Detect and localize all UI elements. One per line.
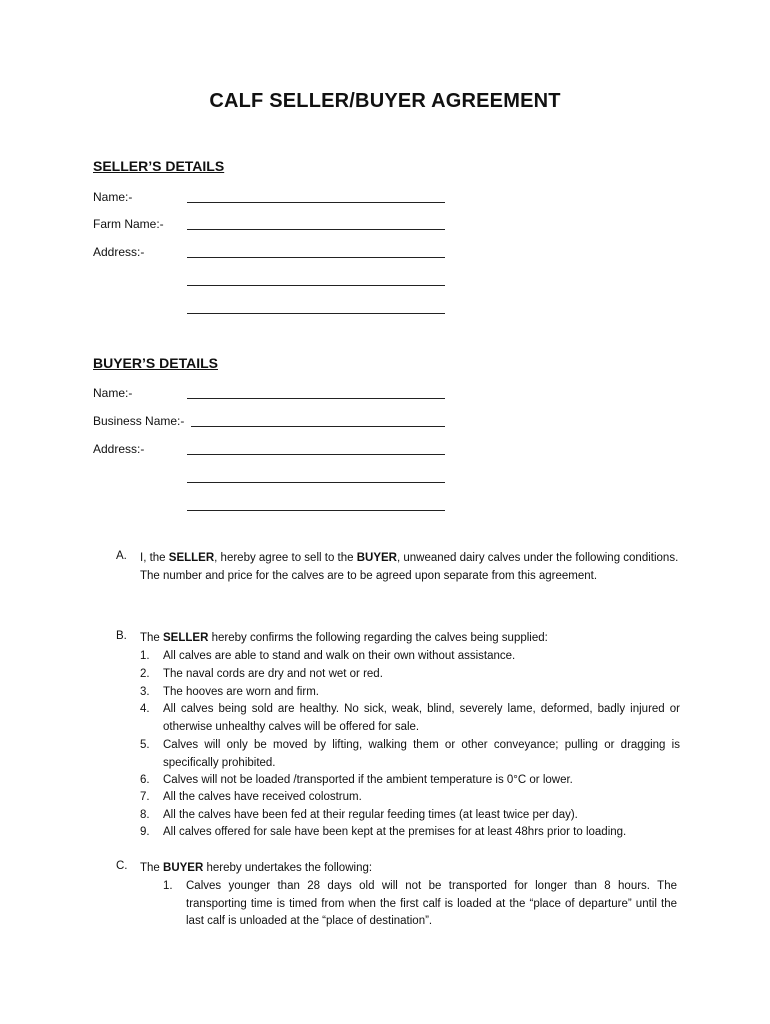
section-b-intro: The SELLER hereby confirms the following regarding the calves being supplied: xyxy=(140,632,548,644)
section-a-letter: A. xyxy=(116,550,127,562)
list-item: 9. All calves offered for sale have been kept at the premises for at least 48hrs prior to loading. xyxy=(140,826,627,838)
seller-details-heading: SELLER’S DETAILS xyxy=(93,158,225,174)
seller-address-line-1[interactable] xyxy=(187,257,445,258)
section-a-text: I, the SELLER, hereby agree to sell to the BUYER, unweaned dairy calves under the following conditions. The number and price for the calves are to be agreed upon separate from this agreement. xyxy=(140,552,679,582)
section-c-letter: C. xyxy=(116,860,128,872)
list-item: 5. Calves will only be moved by lifting, walking them or other conveyance; pulling or dragging is specifically prohibited. xyxy=(140,739,680,769)
buyer-business-label: Business Name:- xyxy=(93,414,185,428)
buyer-term: BUYER xyxy=(356,552,397,564)
section-c-intro: The BUYER hereby undertakes the following: xyxy=(140,862,373,874)
seller-address-field[interactable] xyxy=(93,245,453,261)
buyer-address-field-2[interactable] xyxy=(93,470,453,486)
buyer-address-label: Address:- xyxy=(93,442,145,456)
list-item: 6. Calves will not be loaded /transported if the ambient temperature is 0°C or lower. xyxy=(140,774,573,786)
buyer-address-line-1[interactable] xyxy=(187,454,445,455)
seller-name-line[interactable] xyxy=(187,202,445,203)
list-item: 1. All calves are able to stand and walk on their own without assistance. xyxy=(140,650,516,662)
buyer-address-field-3[interactable] xyxy=(93,498,453,514)
buyer-name-label: Name:- xyxy=(93,386,133,400)
buyer-address-field[interactable] xyxy=(93,442,453,458)
seller-name-label: Name:- xyxy=(93,190,133,204)
list-item: 3. The hooves are worn and firm. xyxy=(140,686,319,698)
seller-address-line-3[interactable] xyxy=(187,313,445,314)
buyer-name-line[interactable] xyxy=(187,398,445,399)
buyer-address-line-3[interactable] xyxy=(187,510,445,511)
list-item: 4. All calves being sold are healthy. No sick, weak, blind, severely lame, deformed, badly injured or otherwise unhealthy calves will be offered for sale. xyxy=(140,703,680,733)
list-item: 7. All the calves have received colostrum. xyxy=(140,791,362,803)
seller-address-field-2[interactable] xyxy=(93,273,453,289)
list-item: 8. All the calves have been fed at their regular feeding times (at least twice per day). xyxy=(140,809,578,821)
seller-name-field[interactable] xyxy=(93,190,453,206)
buyer-business-field[interactable] xyxy=(93,414,453,430)
seller-farm-label: Farm Name:- xyxy=(93,217,164,231)
buyer-address-line-2[interactable] xyxy=(187,482,445,483)
buyer-details-heading: BUYER’S DETAILS xyxy=(93,355,218,371)
seller-address-label: Address:- xyxy=(93,245,145,259)
list-item: 1. Calves younger than 28 days old will not be transported for longer than 8 hours. The transporting time is timed from when the first calf is loaded at the “place of departure” until the last calf is unloaded at the “place of destination”. xyxy=(163,880,677,927)
buyer-business-line[interactable] xyxy=(191,426,445,427)
seller-farm-field[interactable] xyxy=(93,217,453,233)
list-item: 2. The naval cords are dry and not wet or red. xyxy=(140,668,383,680)
seller-term: SELLER xyxy=(168,552,215,564)
seller-address-field-3[interactable] xyxy=(93,301,453,317)
buyer-name-field[interactable] xyxy=(93,386,453,402)
seller-address-line-2[interactable] xyxy=(187,285,445,286)
document-title: CALF SELLER/BUYER AGREEMENT xyxy=(209,90,561,112)
seller-farm-line[interactable] xyxy=(187,229,445,230)
section-b-letter: B. xyxy=(116,630,127,642)
buyer-term: BUYER xyxy=(163,862,204,874)
seller-term: SELLER xyxy=(163,632,209,644)
